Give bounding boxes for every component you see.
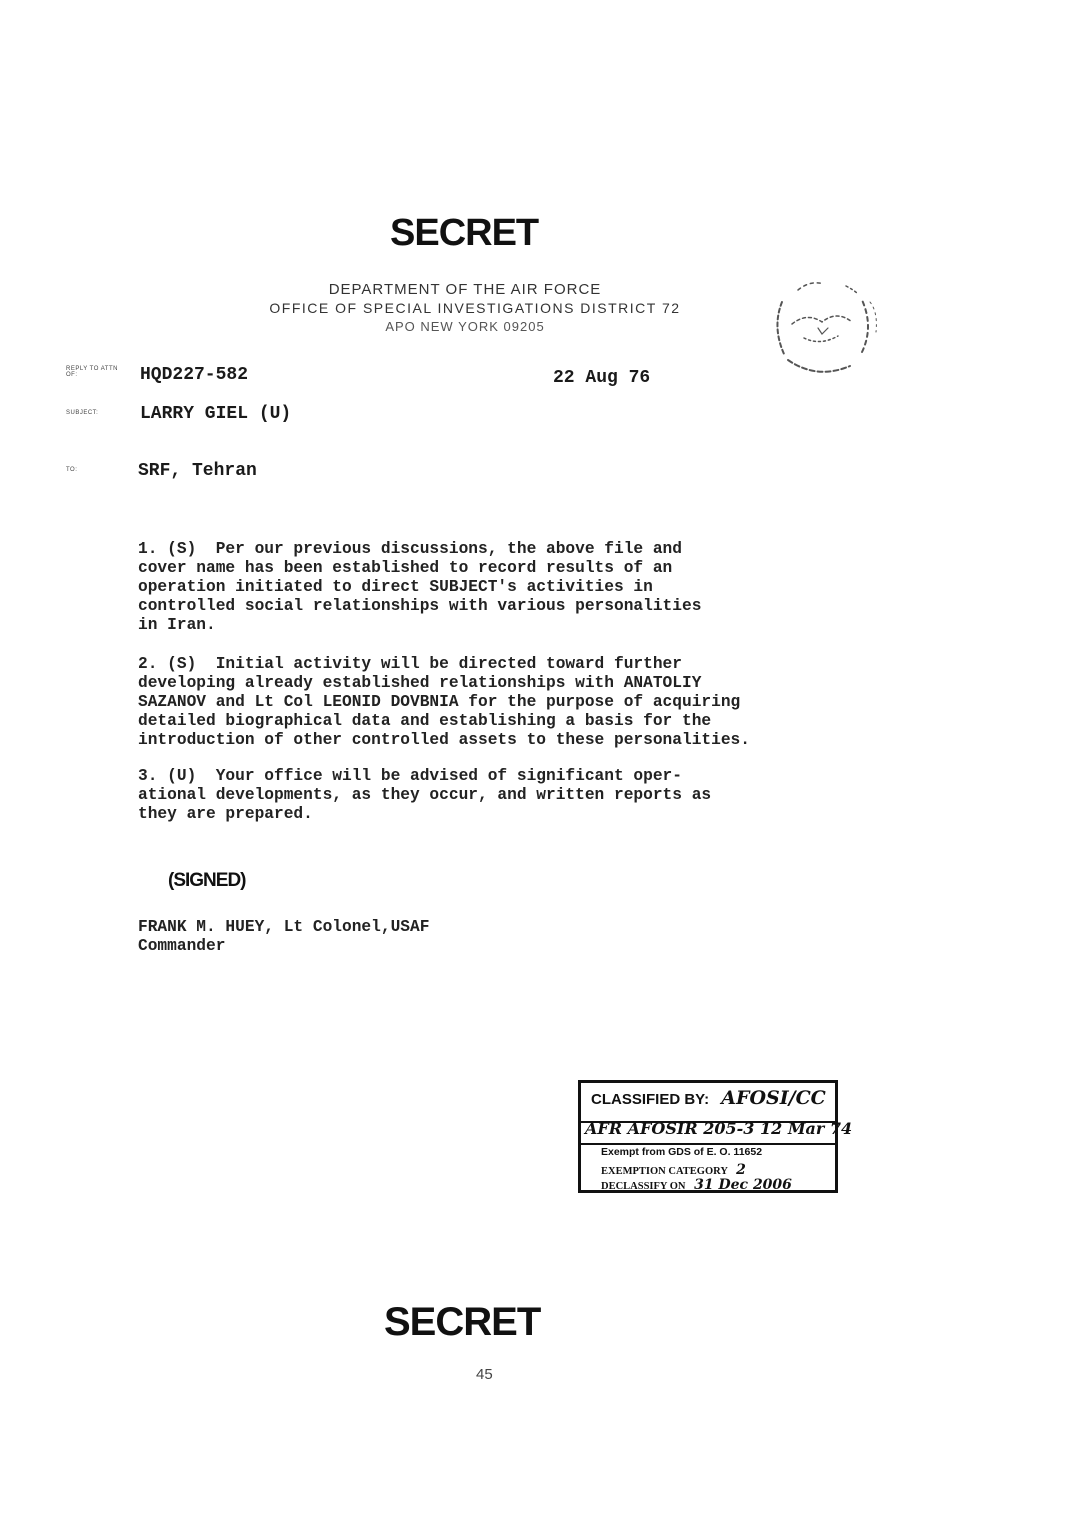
classified-by-label: CLASSIFIED BY:: [591, 1091, 710, 1108]
letterhead-address: APO NEW YORK 09205: [385, 319, 545, 334]
body-paragraph-1: 1. (S) Per our previous discussions, the above file and cover name has been established to record results of an operation initiated to direct SUBJECT's activities in controlled social relationships with various personalities in Iran.: [138, 540, 702, 634]
seal-icon: [762, 272, 886, 382]
signer-title: Commander: [138, 937, 226, 955]
exemption-category-label: EXEMPTION CATEGORY: [601, 1166, 728, 1177]
exempt-line: Exempt from GDS of E. O. 11652: [601, 1146, 763, 1158]
to-value: SRF, Tehran: [138, 461, 257, 481]
classification-bottom: SECRET: [384, 1300, 541, 1344]
box-divider: [581, 1143, 835, 1145]
subject-label: SUBJECT:: [66, 410, 99, 416]
body-paragraph-3: 3. (U) Your office will be advised of significant oper- ational developments, as they occur, and written reports as they are prepared.: [138, 767, 712, 823]
body-paragraph-2: 2. (S) Initial activity will be directed toward further developing already established relationships with ANATOLIY SAZANOV and Lt Col LEONID DOVBNIA for the purpose of acquiring detailed biographical data and establishing a basis for the introduction of other controlled assets to these personalities.: [138, 655, 750, 749]
classified-by-value: AFOSI/CC: [721, 1087, 826, 1109]
declassify-label: DECLASSIFY ON: [601, 1181, 686, 1192]
classified-by-line: [591, 1087, 826, 1109]
page-number: 45: [476, 1366, 493, 1383]
letterhead-department: DEPARTMENT OF THE AIR FORCE: [328, 281, 602, 298]
file-number: HQD227-582: [140, 365, 249, 385]
document-date: 22 Aug 76: [553, 368, 651, 388]
to-label: TO:: [66, 467, 78, 473]
letterhead-office: OFFICE OF SPECIAL INVESTIGATIONS DISTRICT 72: [269, 300, 681, 316]
declassify-value: 31 Dec 2006: [694, 1177, 792, 1193]
signer-name: FRANK M. HUEY, Lt Colonel,USAF: [138, 918, 430, 936]
exemption-category-line: [601, 1162, 746, 1178]
declassify-line: [601, 1177, 792, 1193]
subject-value: LARRY GIEL (U): [140, 404, 292, 424]
classification-authority: AFR AFOSIR 205-3 12 Mar 74: [585, 1119, 853, 1138]
classification-authority-box: [578, 1080, 853, 1193]
exemption-category-value: 2: [736, 1162, 746, 1178]
reply-to-label: REPLY TO ATTN OF:: [66, 366, 118, 378]
signed-stamp: (SIGNED): [168, 870, 246, 891]
classification-top: SECRET: [390, 212, 539, 254]
